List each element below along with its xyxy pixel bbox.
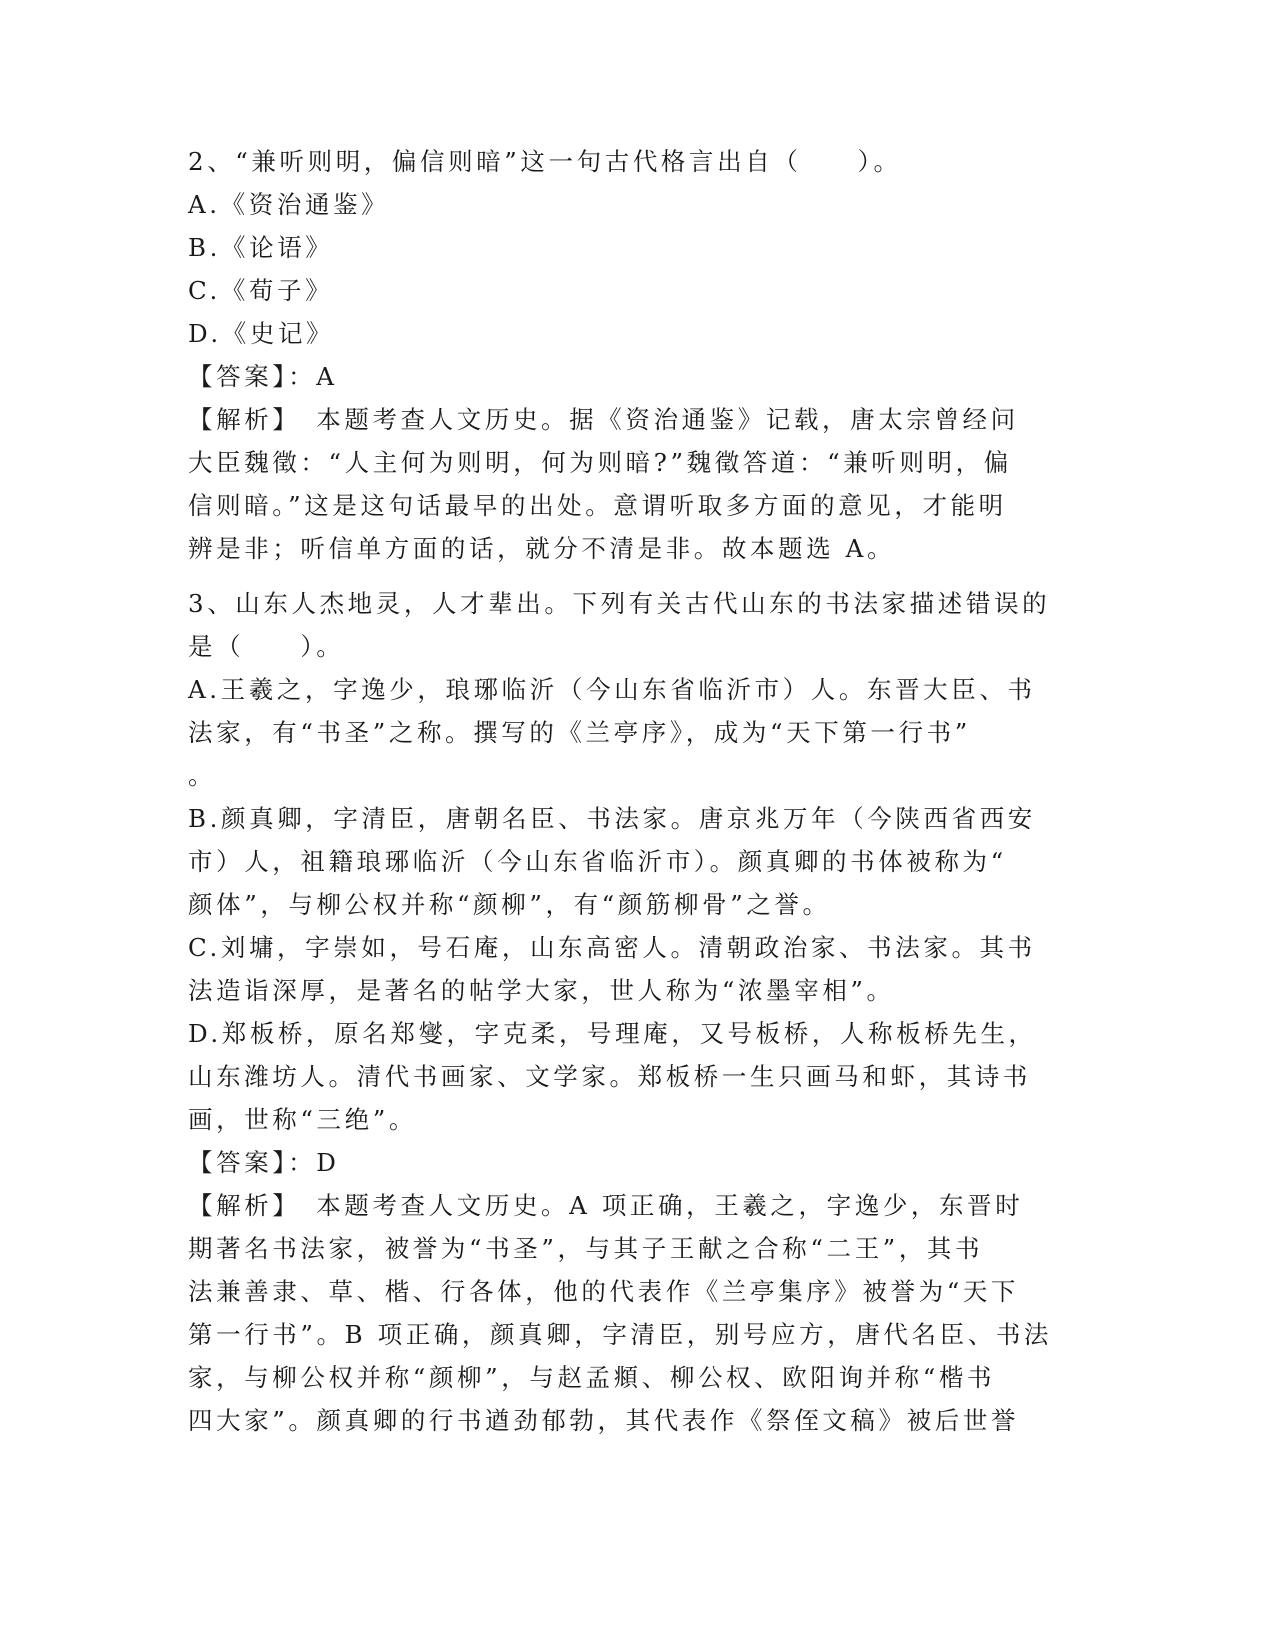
option-d: D.郑板桥，原名郑燮，字克柔，号理庵，又号板桥，人称板桥先生， — [188, 1019, 1037, 1048]
option-b: 颜体”，与柳公权并称“颜柳”，有“颜筋柳骨”之誉。 — [188, 890, 831, 919]
analysis-line: 【解析】 本题考查人文历史。据《资治通鉴》记载，唐太宗曾经问 — [188, 405, 1019, 434]
option-b: 市）人，祖籍琅琊临沂（今山东省临沂市）。颜真卿的书体被称为“ — [188, 847, 1007, 876]
analysis-line: 辨是非；听信单方面的话，就分不清是非。故本题选 A。 — [188, 534, 896, 563]
question-spacer — [188, 570, 1088, 582]
analysis-line: 法兼善隶、草、楷、行各体，他的代表作《兰亭集序》被誉为“天下 — [188, 1277, 1020, 1306]
analysis-line: 【解析】 本题考查人文历史。A 项正确，王羲之，字逸少，东晋时 — [188, 1191, 1024, 1220]
analysis-line: 第一行书”。B 项正确，颜真卿，字清臣，别号应方，唐代名臣、书法 — [188, 1320, 1053, 1349]
document-page — [188, 140, 1088, 1442]
option-a: A.《资治通鉴》 — [188, 190, 390, 219]
option-a: 法家，有“书圣”之称。撰写的《兰亭序》，成为“天下第一行书” — [188, 718, 971, 747]
analysis-line: 期著名书法家，被誉为“书圣”，与其子王献之合称“二王”，其书 — [188, 1234, 984, 1263]
option-c: C.《荀子》 — [188, 276, 334, 305]
option-a: A.王羲之，字逸少，琅琊临沂（今山东省临沂市）人。东晋大臣、书 — [188, 675, 1036, 704]
analysis-line: 信则暗。”这是这句话最早的出处。意谓听取多方面的意见，才能明 — [188, 491, 1007, 520]
analysis-line: 大臣魏徵：“人主何为则明，何为则暗?”魏徵答道：“兼听则明，偏 — [188, 448, 1012, 477]
question-2-stem: 2、“兼听则明，偏信则暗”这一句古代格言出自（ ）。 — [188, 147, 902, 176]
question-3 — [188, 582, 1088, 1442]
question-3-stem: 是（ ）。 — [188, 632, 345, 661]
option-d: 山东潍坊人。清代书画家、文学家。郑板桥一生只画马和虾，其诗书 — [188, 1062, 1031, 1091]
option-a: 。 — [188, 761, 217, 790]
analysis-line: 家，与柳公权并称“颜柳”，与赵孟頫、柳公权、欧阳询并称“楷书 — [188, 1363, 996, 1392]
option-c: 法造诣深厚，是著名的帖学大家，世人称为“浓墨宰相”。 — [188, 976, 895, 1005]
answer: 【答案】：A — [188, 362, 338, 391]
option-d: 画，世称“三绝”。 — [188, 1105, 417, 1134]
answer: 【答案】：D — [188, 1148, 340, 1177]
option-d: D.《史记》 — [188, 319, 335, 348]
question-2 — [188, 140, 1088, 570]
option-b: B.颜真卿，字清臣，唐朝名臣、书法家。唐京兆万年（今陕西省西安 — [188, 804, 1036, 833]
question-3-stem: 3、山东人杰地灵，人才辈出。下列有关古代山东的书法家描述错误的 — [188, 589, 1051, 618]
option-c: C.刘墉，字崇如，号石庵，山东高密人。清朝政治家、书法家。其书 — [188, 933, 1036, 962]
option-b: B.《论语》 — [188, 233, 334, 262]
analysis-line: 四大家”。颜真卿的行书遒劲郁勃，其代表作《祭侄文稿》被后世誉 — [188, 1406, 1020, 1435]
